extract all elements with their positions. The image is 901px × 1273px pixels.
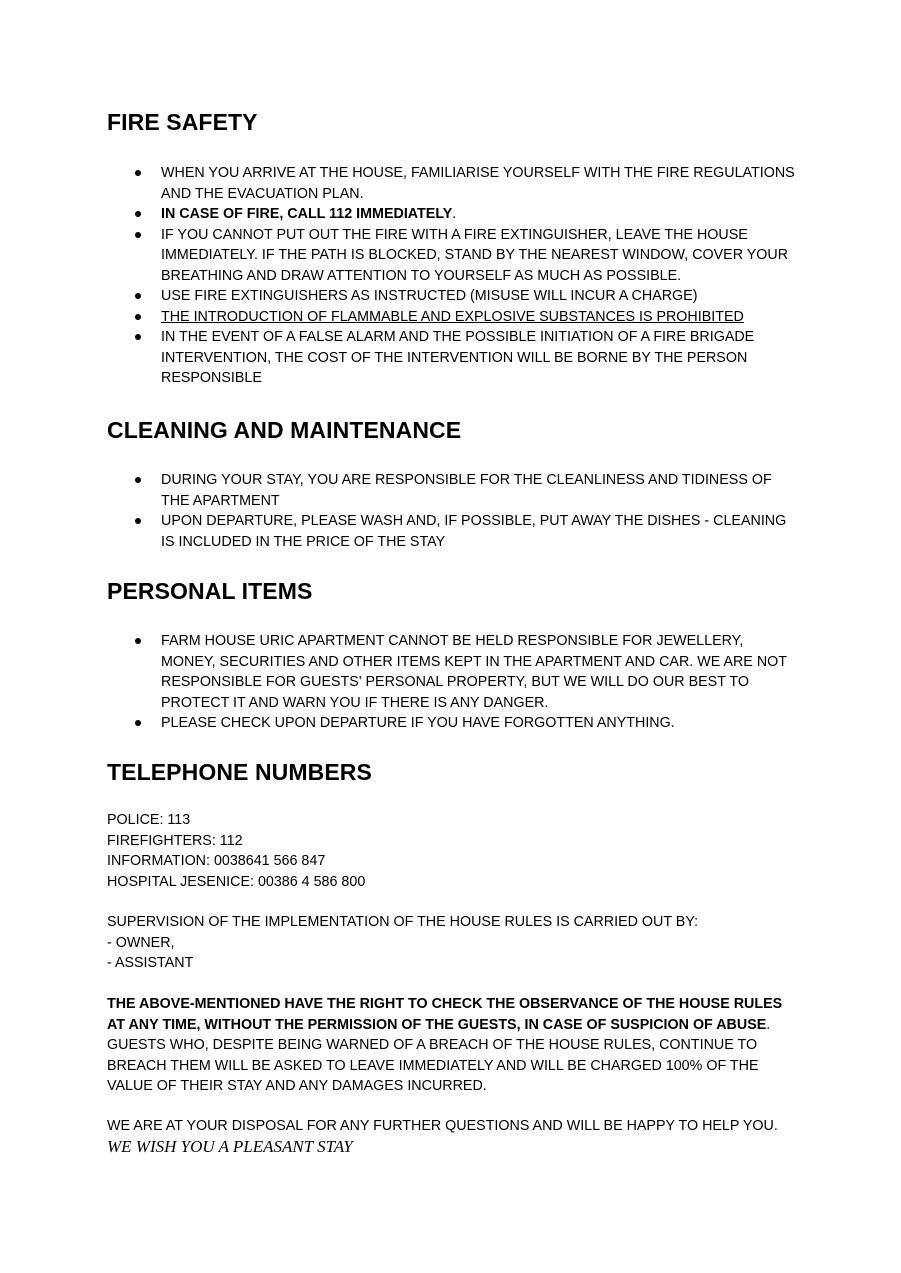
telephone-list bbox=[107, 810, 807, 892]
list-item-text: IF YOU CANNOT PUT OUT THE FIRE WITH A FIRE EXTINGUISHER, LEAVE THE HOUSE IMMEDIATELY. IF THE PATH IS BLOCKED, STAND BY THE NEAREST WINDOW, COVER YOUR BREATHING AND DRAW ATTENTION TO YOURSELF AS MUCH AS POSSIBLE. bbox=[161, 226, 789, 284]
fire-safety-list bbox=[107, 163, 797, 389]
cleaning-list bbox=[107, 470, 797, 552]
bullet-icon bbox=[135, 314, 141, 320]
list-item-text: FARM HOUSE URIC APARTMENT CANNOT BE HELD RESPONSIBLE FOR JEWELLERY, MONEY, SECURITIES AND OTHER ITEMS KEPT IN THE APARTMENT AND CAR. WE ARE NOT RESPONSIBLE FOR GUESTS' PERSONAL PROPERTY, BUT WE WILL DO OUR BEST TO PROTECT IT AND WARN YOU IF THERE IS ANY DANGER. bbox=[161, 633, 787, 711]
list-item-text: UPON DEPARTURE, PLEASE WASH AND, IF POSSIBLE, PUT AWAY THE DISHES - CLEANING IS INCLUDED IN THE PRICE OF THE STAY bbox=[161, 513, 787, 550]
list-item bbox=[107, 713, 797, 734]
section-title-fire-safety: FIRE SAFETY bbox=[107, 109, 258, 135]
rights-bold-text: THE ABOVE-MENTIONED HAVE THE RIGHT TO CHECK THE OBSERVANCE OF THE HOUSE RULES AT ANY TIME, WITHOUT THE PERMISSION OF THE GUESTS, IN CASE OF SUSPICION OF ABUSE bbox=[107, 996, 783, 1033]
list-item bbox=[107, 327, 797, 389]
bullet-icon bbox=[135, 518, 141, 524]
supervision-line: - OWNER, bbox=[107, 934, 175, 951]
personal-items-list bbox=[107, 631, 797, 734]
list-item bbox=[107, 204, 797, 225]
list-item bbox=[107, 631, 797, 713]
telephone-line: FIREFIGHTERS: 112 bbox=[107, 832, 243, 849]
closing-block bbox=[107, 1116, 797, 1157]
list-item-text: USE FIRE EXTINGUISHERS AS INSTRUCTED (MISUSE WILL INCUR A CHARGE) bbox=[161, 288, 698, 304]
section-title-personal-items: PERSONAL ITEMS bbox=[107, 578, 313, 604]
bullet-icon bbox=[135, 638, 141, 644]
list-item-text: DURING YOUR STAY, YOU ARE RESPONSIBLE FOR THE CLEANLINESS AND TIDINESS OF THE APARTMENT bbox=[161, 472, 772, 509]
telephone-line: POLICE: 113 bbox=[107, 812, 191, 828]
list-item bbox=[107, 225, 797, 287]
list-item-text-bold: IN CASE OF FIRE, CALL 112 IMMEDIATELY bbox=[161, 206, 453, 222]
pleasant-stay-text: WE WISH YOU A PLEASANT STAY bbox=[107, 1136, 353, 1156]
list-item-text: WHEN YOU ARRIVE AT THE HOUSE, FAMILIARISE YOURSELF WITH THE FIRE REGULATIONS AND THE EVACUATION PLAN. bbox=[161, 165, 795, 202]
section-title-telephone: TELEPHONE NUMBERS bbox=[107, 759, 372, 785]
disposal-text: WE ARE AT YOUR DISPOSAL FOR ANY FURTHER QUESTIONS AND WILL BE HAPPY TO HELP YOU. bbox=[107, 1118, 778, 1134]
list-item bbox=[107, 163, 797, 204]
supervision-block bbox=[107, 912, 807, 974]
bullet-icon bbox=[135, 720, 141, 726]
bullet-icon bbox=[135, 211, 141, 217]
list-item bbox=[107, 470, 797, 511]
list-item-text: IN THE EVENT OF A FALSE ALARM AND THE POSSIBLE INITIATION OF A FIRE BRIGADE INTERVENTION, THE COST OF THE INTERVENTION WILL BE BORNE BY THE PERSON RESPONSIBLE bbox=[161, 329, 755, 386]
bullet-icon bbox=[135, 293, 141, 299]
telephone-line: HOSPITAL JESENICE: 00386 4 586 800 bbox=[107, 873, 366, 890]
telephone-line: INFORMATION: 0038641 566 847 bbox=[107, 853, 326, 869]
bullet-icon bbox=[135, 232, 141, 238]
bullet-icon bbox=[135, 334, 141, 340]
supervision-line: - ASSISTANT bbox=[107, 955, 194, 971]
bullet-icon bbox=[135, 170, 141, 176]
rights-text: . GUESTS WHO, DESPITE BEING WARNED OF A BREACH OF THE HOUSE RULES, CONTINUE TO BREACH THEM WILL BE ASKED TO LEAVE IMMEDIATELY AND WILL BE CHARGED 100% OF THE VALUE OF THEIR STAY AND ANY DAMAGES INCURRED. bbox=[107, 1016, 771, 1094]
list-item bbox=[107, 511, 797, 552]
list-item-text-underlined: THE INTRODUCTION OF FLAMMABLE AND EXPLOSIVE SUBSTANCES IS PROHIBITED bbox=[161, 308, 744, 325]
list-item-text: . bbox=[452, 206, 457, 222]
section-title-cleaning: CLEANING AND MAINTENANCE bbox=[107, 417, 462, 443]
rights-paragraph bbox=[107, 994, 797, 1097]
list-item bbox=[107, 307, 797, 328]
bullet-icon bbox=[135, 477, 141, 483]
list-item bbox=[107, 286, 797, 307]
list-item-text: PLEASE CHECK UPON DEPARTURE IF YOU HAVE FORGOTTEN ANYTHING. bbox=[161, 715, 675, 731]
supervision-line: SUPERVISION OF THE IMPLEMENTATION OF THE HOUSE RULES IS CARRIED OUT BY: bbox=[107, 914, 699, 930]
